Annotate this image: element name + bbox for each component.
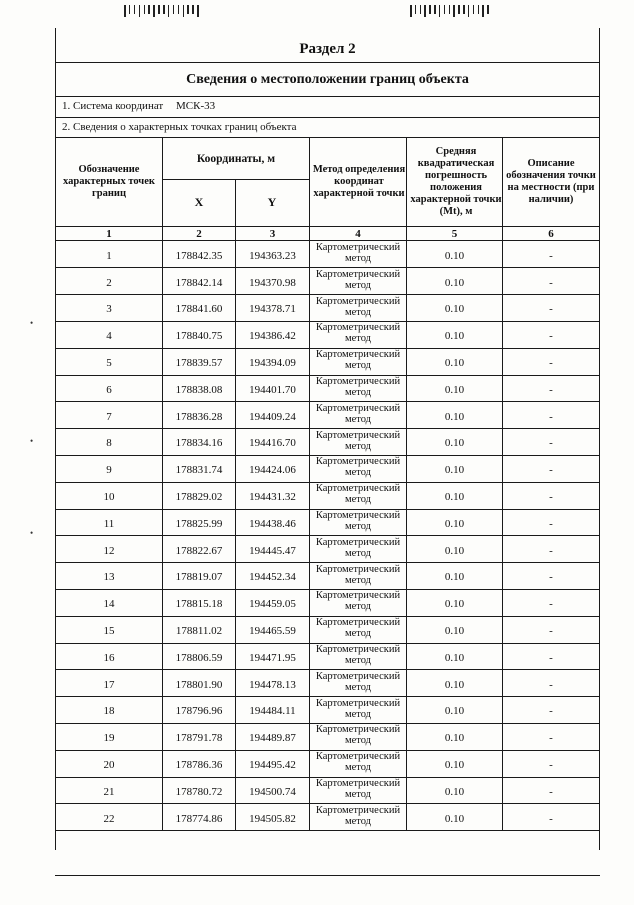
error-cell: 0.10: [444, 517, 465, 530]
points-info-label: 2. Сведения о характерных точках границ объекта: [62, 121, 297, 133]
description-cell: -: [549, 732, 553, 745]
point-number-cell: 13: [103, 571, 115, 584]
coord-system-value: МСК-33: [176, 100, 216, 112]
point-number-cell: 17: [103, 678, 115, 691]
point-number-cell: 6: [106, 383, 112, 396]
x-coordinate-cell: 178806.59: [175, 651, 223, 664]
y-coordinate-cell: 194489.87: [249, 732, 296, 745]
point-number-cell: 11: [103, 517, 115, 530]
y-coordinate-cell: 194370.98: [249, 276, 296, 289]
error-cell: 0.10: [444, 759, 465, 772]
y-coordinate-cell: 194363.23: [249, 249, 296, 262]
x-coordinate-cell: 178829.02: [175, 491, 223, 504]
method-cell: Картометрический метод: [315, 322, 401, 345]
x-coordinate-cell: 178822.67: [175, 544, 223, 557]
description-cell: -: [549, 785, 553, 798]
coord-system-label: 1. Система координат: [62, 100, 164, 112]
description-cell: -: [549, 330, 553, 343]
column-number-6: 6: [548, 227, 554, 240]
description-cell: -: [549, 410, 553, 423]
y-coordinate-cell: 194471.95: [249, 651, 296, 664]
y-coordinate-cell: 194431.32: [249, 491, 296, 504]
method-cell: Картометрический метод: [315, 268, 401, 291]
y-coordinate-cell: 194452.34: [249, 571, 296, 584]
description-cell: -: [549, 303, 553, 316]
error-cell: 0.10: [444, 276, 465, 289]
description-cell: -: [549, 249, 553, 262]
x-coordinate-cell: 178780.72: [175, 785, 223, 798]
page-heading: Сведения о местоположении границ объекта: [186, 72, 469, 87]
header-y: Y: [267, 195, 277, 209]
y-coordinate-cell: 194484.11: [249, 705, 296, 718]
x-coordinate-cell: 178839.57: [175, 357, 223, 370]
y-coordinate-cell: 194478.13: [249, 678, 296, 691]
description-cell: -: [549, 357, 553, 370]
error-cell: 0.10: [444, 544, 465, 557]
y-coordinate-cell: 194386.42: [249, 330, 296, 343]
x-coordinate-cell: 178842.35: [175, 249, 223, 262]
y-coordinate-cell: 194409.24: [249, 410, 296, 423]
method-cell: Картометрический метод: [315, 724, 401, 747]
column-number-4: 4: [355, 227, 361, 240]
description-cell: -: [549, 437, 553, 450]
bottom-rule: [55, 875, 600, 876]
scan-artifact-dot: •: [30, 436, 34, 446]
method-cell: Картометрический метод: [315, 429, 401, 452]
header-x: X: [194, 195, 204, 209]
x-coordinate-cell: 178825.99: [175, 517, 223, 530]
point-number-cell: 19: [103, 732, 115, 745]
scan-artifact-dot: •: [30, 318, 34, 328]
method-cell: Картометрический метод: [315, 483, 401, 506]
rule: [55, 62, 600, 63]
error-cell: 0.10: [444, 383, 465, 396]
method-cell: Картометрический метод: [315, 617, 401, 640]
error-cell: 0.10: [444, 625, 465, 638]
point-number-cell: 4: [106, 330, 112, 343]
y-coordinate-cell: 194394.09: [249, 357, 296, 370]
error-cell: 0.10: [444, 330, 465, 343]
method-cell: Картометрический метод: [315, 644, 401, 666]
description-cell: -: [549, 464, 553, 477]
error-cell: 0.10: [444, 705, 465, 718]
point-number-cell: 8: [106, 437, 112, 450]
col-divider: [162, 137, 163, 830]
column-number-3: 3: [269, 227, 276, 240]
point-number-cell: 7: [106, 410, 112, 423]
method-cell: Картометрический метод: [315, 295, 401, 318]
method-cell: Картометрический метод: [315, 536, 401, 559]
point-number-cell: 18: [103, 705, 115, 718]
x-coordinate-cell: 178842.14: [175, 276, 223, 289]
x-coordinate-cell: 178815.18: [175, 598, 223, 611]
x-coordinate-cell: 178819.07: [175, 571, 223, 584]
col-divider: [235, 179, 236, 830]
point-number-cell: 14: [103, 598, 115, 611]
description-cell: -: [549, 678, 553, 691]
method-cell: Картометрический метод: [315, 670, 401, 693]
frame-right-border: [599, 28, 600, 850]
y-coordinate-cell: 194465.59: [249, 625, 296, 638]
error-cell: 0.10: [444, 732, 465, 745]
error-cell: 0.10: [444, 571, 465, 584]
error-cell: 0.10: [444, 464, 465, 477]
description-cell: -: [549, 759, 553, 772]
header-description: Описание обозначения точки на местности (при наличии): [506, 158, 596, 205]
description-cell: -: [549, 276, 553, 289]
scan-artifact-dot: •: [30, 528, 34, 538]
point-number-cell: 22: [103, 812, 115, 825]
y-coordinate-cell: 194495.42: [249, 759, 296, 772]
x-coordinate-cell: 178836.28: [175, 410, 223, 423]
method-cell: Картометрический метод: [315, 590, 401, 613]
x-coordinate-cell: 178801.90: [175, 678, 223, 691]
method-cell: Картометрический метод: [315, 242, 401, 264]
rule: [55, 96, 600, 97]
error-cell: 0.10: [444, 491, 465, 504]
description-cell: -: [549, 544, 553, 557]
error-cell: 0.10: [444, 303, 465, 316]
col-divider: [502, 137, 503, 830]
row-divider: [55, 830, 600, 831]
description-cell: -: [549, 812, 553, 825]
method-cell: Картометрический метод: [315, 402, 401, 425]
error-cell: 0.10: [444, 249, 465, 262]
header-coordinates: Координаты, м: [196, 153, 276, 165]
header-method: Метод определения координат характерной точки: [312, 164, 406, 199]
point-number-cell: 10: [103, 491, 115, 504]
point-number-cell: 2: [106, 276, 112, 289]
method-cell: Картометрический метод: [315, 376, 401, 398]
description-cell: -: [549, 598, 553, 611]
y-coordinate-cell: 194500.74: [249, 785, 296, 798]
x-coordinate-cell: 178774.86: [175, 812, 223, 825]
point-number-cell: 15: [103, 625, 115, 638]
method-cell: Картометрический метод: [315, 456, 401, 479]
description-cell: -: [549, 625, 553, 638]
rule: [163, 179, 309, 180]
method-cell: Картометрический метод: [315, 751, 401, 774]
error-cell: 0.10: [444, 410, 465, 423]
description-cell: -: [549, 705, 553, 718]
error-cell: 0.10: [444, 651, 465, 664]
point-number-cell: 12: [103, 544, 115, 557]
y-coordinate-cell: 194378.71: [249, 303, 296, 316]
method-cell: Картометрический метод: [315, 804, 401, 827]
column-number-2: 2: [196, 227, 202, 240]
header-error: Средняя квадратическая погрешность положения характерной точки (Mt), м: [410, 146, 502, 217]
rule: [55, 117, 600, 118]
point-number-cell: 16: [103, 651, 115, 664]
section-title: Раздел 2: [299, 40, 356, 57]
error-cell: 0.10: [444, 357, 465, 370]
column-number-1: 1: [106, 227, 112, 240]
error-cell: 0.10: [444, 598, 465, 611]
y-coordinate-cell: 194416.70: [249, 437, 296, 450]
error-cell: 0.10: [444, 785, 465, 798]
error-cell: 0.10: [444, 437, 465, 450]
x-coordinate-cell: 178841.60: [175, 303, 223, 316]
x-coordinate-cell: 178840.75: [175, 330, 223, 343]
description-cell: -: [549, 517, 553, 530]
description-cell: -: [549, 491, 553, 504]
method-cell: Картометрический метод: [315, 349, 401, 372]
col-divider: [406, 137, 407, 830]
y-coordinate-cell: 194459.05: [249, 598, 296, 611]
point-number-cell: 9: [106, 464, 112, 477]
x-coordinate-cell: 178834.16: [175, 437, 223, 450]
point-number-cell: 5: [106, 357, 112, 370]
y-coordinate-cell: 194424.06: [249, 464, 296, 477]
col-divider: [309, 137, 310, 830]
y-coordinate-cell: 194438.46: [249, 517, 296, 530]
method-cell: Картометрический метод: [315, 697, 401, 720]
method-cell: Картометрический метод: [315, 510, 401, 532]
point-number-cell: 21: [103, 785, 115, 798]
column-number-5: 5: [451, 227, 458, 240]
x-coordinate-cell: 178796.96: [175, 705, 223, 718]
x-coordinate-cell: 178791.78: [175, 732, 223, 745]
method-cell: Картометрический метод: [315, 563, 401, 586]
error-cell: 0.10: [444, 812, 465, 825]
y-coordinate-cell: 194445.47: [249, 544, 296, 557]
y-coordinate-cell: 194401.70: [249, 383, 296, 396]
x-coordinate-cell: 178811.02: [175, 625, 223, 638]
header-designation: Обозначение характерных точек границ: [63, 164, 155, 199]
point-number-cell: 1: [106, 249, 112, 262]
x-coordinate-cell: 178838.08: [175, 383, 223, 396]
point-number-cell: 3: [106, 303, 112, 316]
description-cell: -: [549, 571, 553, 584]
x-coordinate-cell: 178786.36: [175, 759, 223, 772]
method-cell: Картометрический метод: [315, 778, 401, 800]
description-cell: -: [549, 651, 553, 664]
rule: [55, 137, 600, 138]
description-cell: -: [549, 383, 553, 396]
y-coordinate-cell: 194505.82: [249, 812, 296, 825]
x-coordinate-cell: 178831.74: [175, 464, 223, 477]
error-cell: 0.10: [444, 678, 465, 691]
point-number-cell: 20: [103, 759, 115, 772]
